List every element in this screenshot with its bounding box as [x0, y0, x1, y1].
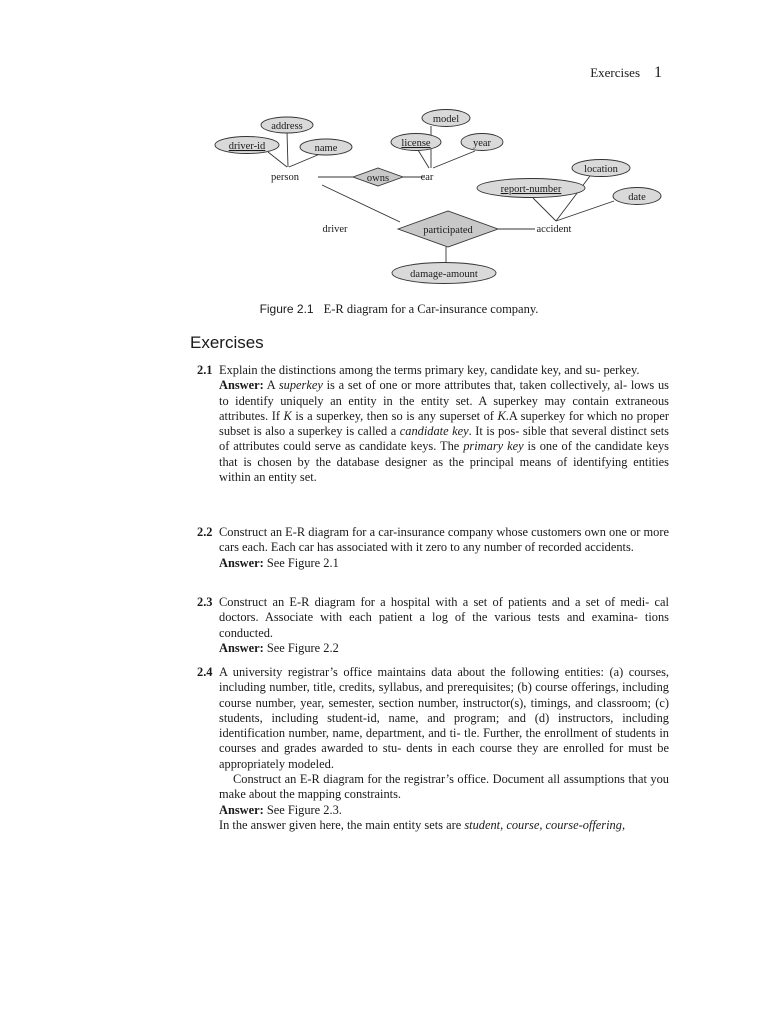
attribute-report-number-label: report-number: [500, 184, 562, 195]
attribute-date: [613, 188, 661, 205]
attribute-driver-id: [215, 137, 279, 154]
exercise-number: 2.3: [197, 595, 213, 609]
exercise-2-2: [197, 525, 669, 571]
trailing-entity-sets: student, course, course-offering,: [464, 817, 626, 832]
answer-text: .A superkey for which no proper subset is also a superkey is called a: [219, 408, 669, 439]
answer-text: See Figure 2.3.: [263, 802, 342, 817]
attribute-location-label: location: [584, 164, 618, 175]
term-primary-key: primary key: [463, 439, 524, 454]
exercise-question: Construct an E-R diagram for a car-insurance company whose customers own one or more cars each. Each car has associated with it zero to any number of recorded accidents.: [219, 525, 669, 555]
exercise-number: 2.1: [197, 363, 213, 377]
attribute-address-label: address: [271, 121, 303, 132]
relationship-participated: [398, 211, 498, 247]
attribute-date-label: date: [628, 192, 646, 203]
term-k: K: [283, 408, 292, 423]
attribute-license-label: license: [401, 138, 431, 149]
answer-text: . It is pos- sible that several distinct sets of attributes could serve as candidate keys. The: [219, 424, 669, 454]
attribute-name: [300, 139, 352, 155]
exercise-answer: [219, 641, 669, 656]
answer-text: is one of the candidate keys that is chosen by the database designer as the principal means of identifying entities within an entity set.: [219, 439, 669, 485]
figure-caption: [0, 302, 768, 317]
exercise-question: Explain the distinctions among the terms primary key, candidate key, and su- perkey.: [219, 363, 640, 377]
answer-text: See Figure 2.1: [263, 555, 339, 570]
entity-accident: accident: [536, 224, 572, 235]
attribute-driver-id-label: driver-id: [228, 141, 266, 152]
exercise-answer: [219, 378, 669, 485]
relationship-owns-label: owns: [366, 173, 390, 184]
running-title: Exercises: [590, 65, 640, 80]
figure-number: Figure 2.1: [259, 302, 314, 316]
exercise-2-1: [197, 363, 669, 485]
answer-text: is a superkey, then so is any superset of: [291, 408, 498, 423]
attribute-damage-amount: [392, 263, 496, 284]
answer-text: is a set of one or more attributes that, taken collectively, al- lows us to identify uniquely an entity in the entity set. A superkey may contain extraneous attributes. If: [219, 378, 669, 423]
term-superkey: superkey: [278, 378, 323, 393]
figure-caption-text: E-R diagram for a Car-insurance company.: [323, 302, 539, 316]
attribute-name-label: name: [314, 143, 338, 154]
answer-label: Answer:: [219, 555, 264, 570]
exercise-question: Construct an E-R diagram for a hospital with a set of patients and a set of medi- cal doctors. Associate with each patient a log of the various tests and examina- tions conducted.: [219, 595, 669, 640]
relationship-owns: [353, 168, 403, 186]
exercise-number: 2.2: [197, 525, 213, 539]
answer-label: Answer:: [219, 640, 264, 655]
entity-car: car: [420, 172, 434, 183]
answer-label: Answer:: [219, 378, 264, 393]
entity-driver: driver: [322, 224, 348, 235]
section-title: Exercises: [190, 333, 264, 352]
answer-text: A: [263, 378, 279, 393]
attribute-address: [261, 117, 313, 133]
exercise-2-4: [197, 665, 669, 833]
answer-label: Answer:: [219, 802, 264, 817]
entity-person: person: [271, 172, 299, 183]
term-candidate-key: candidate key: [399, 424, 469, 439]
attribute-year-label: year: [472, 138, 492, 149]
exercise-trailing-text: [219, 818, 669, 833]
attribute-model-label: model: [432, 114, 460, 125]
er-diagram: [0, 0, 768, 300]
trailing-text: In the answer given here, the main entity sets are: [219, 817, 465, 832]
relationship-participated-label: participated: [423, 225, 473, 236]
attribute-year: [461, 134, 503, 151]
exercise-question: A university registrar’s office maintains data about the following entities: (a) courses, including number, title, credits, syllabus, and prerequisites; (b) course offerings, including course number, year, semester, section number, instructor(s), timings, and classroom; (c) students, including student-id, name, and program; and (d) instructors, including identification number, name, department, and ti- tle. Further, the enrollment of students in courses and grades awarded to stu- dents in each course they are enrolled for must be appropriately modeled.: [219, 665, 669, 771]
exercise-continuation: Construct an E-R diagram for the registrar’s office. Document all assumptions that you make about the mapping constraints.: [219, 772, 669, 802]
exercise-answer: [219, 803, 669, 818]
exercise-2-3: [197, 595, 669, 656]
term-k: K: [497, 408, 506, 423]
attribute-damage-amount-label: damage-amount: [410, 269, 478, 280]
attribute-model: [422, 110, 470, 127]
exercise-answer: [219, 556, 669, 571]
attribute-license: [391, 134, 441, 151]
attribute-report-number: [477, 179, 585, 198]
answer-text: See Figure 2.2: [263, 640, 339, 655]
page-number: 1: [654, 64, 662, 81]
exercise-number: 2.4: [197, 665, 213, 679]
attribute-location: [572, 160, 630, 177]
